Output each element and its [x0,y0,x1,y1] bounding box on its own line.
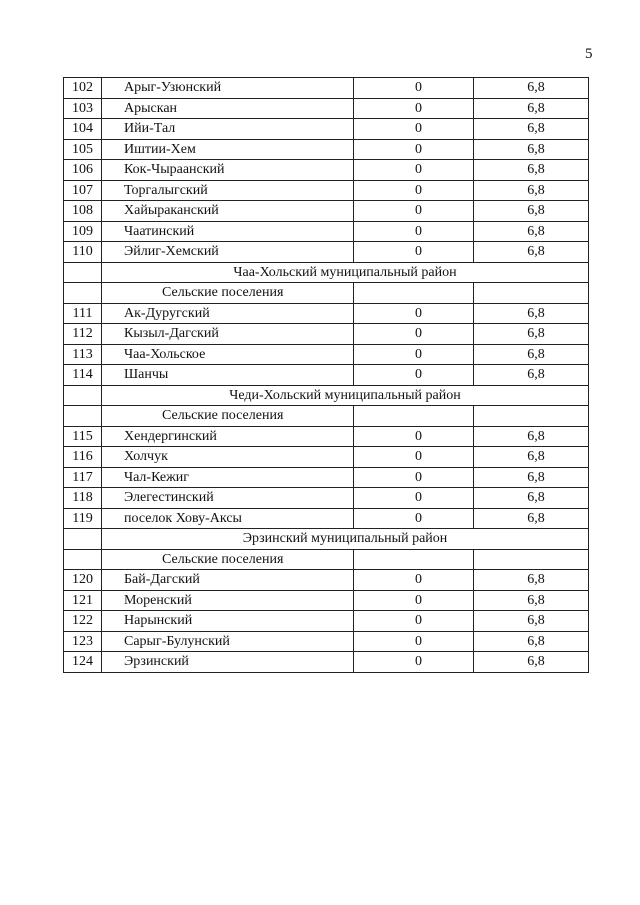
rate-cell: 6,8 [474,242,589,263]
value-cell: 0 [354,78,474,99]
table-row [64,180,589,201]
subheader-row [64,549,589,570]
settlements-table [63,77,589,673]
rate-cell: 6,8 [474,160,589,181]
table-row [64,303,589,324]
table-row [64,201,589,222]
rate-cell: 6,8 [474,488,589,509]
rate-cell: 6,8 [474,303,589,324]
settlement-name: Иштии-Хем [102,139,354,160]
empty-cell [64,262,102,283]
table-body [64,78,589,673]
value-cell: 0 [354,570,474,591]
row-number: 124 [64,652,102,673]
empty-cell [474,549,589,570]
row-number: 112 [64,324,102,345]
row-number: 123 [64,631,102,652]
settlement-name: Эйлиг-Хемский [102,242,354,263]
rate-cell: 6,8 [474,78,589,99]
empty-cell [474,406,589,427]
settlement-name: Арыг-Узюнский [102,78,354,99]
subheader-row [64,283,589,304]
value-cell: 0 [354,488,474,509]
rate-cell: 6,8 [474,590,589,611]
empty-cell [64,283,102,304]
table-row [64,447,589,468]
page-number: 5 [585,46,593,62]
district-title: Чаа-Хольский муниципальный район [102,262,589,283]
table-row [64,365,589,386]
settlement-name: Ак-Дуругский [102,303,354,324]
settlement-name: Хендергинский [102,426,354,447]
row-number: 119 [64,508,102,529]
subheader-title: Сельские поселения [102,406,354,427]
value-cell: 0 [354,324,474,345]
rate-cell: 6,8 [474,139,589,160]
settlement-name: Кок-Чыраанский [102,160,354,181]
row-number: 106 [64,160,102,181]
empty-cell [64,406,102,427]
settlement-name: Шанчы [102,365,354,386]
row-number: 117 [64,467,102,488]
row-number: 113 [64,344,102,365]
settlement-name: поселок Хову-Аксы [102,508,354,529]
value-cell: 0 [354,631,474,652]
empty-cell [354,549,474,570]
empty-cell [354,406,474,427]
rate-cell: 6,8 [474,324,589,345]
table-row [64,242,589,263]
empty-cell [474,283,589,304]
rate-cell: 6,8 [474,98,589,119]
rate-cell: 6,8 [474,365,589,386]
district-header-row [64,385,589,406]
rate-cell: 6,8 [474,426,589,447]
settlement-name: Торгалыгский [102,180,354,201]
value-cell: 0 [354,344,474,365]
table-row [64,119,589,140]
value-cell: 0 [354,447,474,468]
settlement-name: Бай-Дагский [102,570,354,591]
value-cell: 0 [354,201,474,222]
value-cell: 0 [354,139,474,160]
row-number: 114 [64,365,102,386]
empty-cell [64,385,102,406]
table-row [64,652,589,673]
table-row [64,324,589,345]
subheader-row [64,406,589,427]
row-number: 120 [64,570,102,591]
settlement-name: Моренский [102,590,354,611]
value-cell: 0 [354,426,474,447]
value-cell: 0 [354,303,474,324]
value-cell: 0 [354,467,474,488]
table-row [64,590,589,611]
table-row [64,160,589,181]
table-row [64,508,589,529]
table-row [64,98,589,119]
settlement-name: Чал-Кежиг [102,467,354,488]
empty-cell [64,549,102,570]
rate-cell: 6,8 [474,221,589,242]
row-number: 115 [64,426,102,447]
settlement-name: Элегестинский [102,488,354,509]
value-cell: 0 [354,98,474,119]
row-number: 110 [64,242,102,263]
row-number: 108 [64,201,102,222]
table-row [64,467,589,488]
subheader-title: Сельские поселения [102,549,354,570]
table-row [64,631,589,652]
value-cell: 0 [354,160,474,181]
rate-cell: 6,8 [474,652,589,673]
value-cell: 0 [354,119,474,140]
value-cell: 0 [354,508,474,529]
rate-cell: 6,8 [474,180,589,201]
rate-cell: 6,8 [474,570,589,591]
rate-cell: 6,8 [474,467,589,488]
settlement-name: Кызыл-Дагский [102,324,354,345]
value-cell: 0 [354,242,474,263]
table-row [64,221,589,242]
rate-cell: 6,8 [474,631,589,652]
subheader-title: Сельские поселения [102,283,354,304]
district-header-row [64,262,589,283]
settlement-name: Сарыг-Булунский [102,631,354,652]
table-row [64,488,589,509]
settlement-name: Ийи-Тал [102,119,354,140]
table-row [64,139,589,160]
row-number: 104 [64,119,102,140]
settlement-name: Холчук [102,447,354,468]
rate-cell: 6,8 [474,611,589,632]
table-row [64,570,589,591]
table-row [64,78,589,99]
row-number: 111 [64,303,102,324]
rate-cell: 6,8 [474,119,589,140]
rate-cell: 6,8 [474,447,589,468]
district-header-row [64,529,589,550]
settlement-name: Чаатинский [102,221,354,242]
row-number: 121 [64,590,102,611]
rate-cell: 6,8 [474,201,589,222]
value-cell: 0 [354,590,474,611]
row-number: 109 [64,221,102,242]
rate-cell: 6,8 [474,344,589,365]
row-number: 102 [64,78,102,99]
row-number: 122 [64,611,102,632]
settlement-name: Чаа-Хольское [102,344,354,365]
district-title: Чеди-Хольский муниципальный район [102,385,589,406]
value-cell: 0 [354,652,474,673]
row-number: 103 [64,98,102,119]
row-number: 107 [64,180,102,201]
table-row [64,426,589,447]
settlement-name: Эрзинский [102,652,354,673]
settlement-name: Арыскан [102,98,354,119]
value-cell: 0 [354,611,474,632]
rate-cell: 6,8 [474,508,589,529]
value-cell: 0 [354,221,474,242]
value-cell: 0 [354,180,474,201]
row-number: 116 [64,447,102,468]
empty-cell [64,529,102,550]
settlement-name: Хайыраканский [102,201,354,222]
table-row [64,611,589,632]
settlement-name: Нарынский [102,611,354,632]
row-number: 118 [64,488,102,509]
value-cell: 0 [354,365,474,386]
row-number: 105 [64,139,102,160]
empty-cell [354,283,474,304]
district-title: Эрзинский муниципальный район [102,529,589,550]
table-row [64,344,589,365]
